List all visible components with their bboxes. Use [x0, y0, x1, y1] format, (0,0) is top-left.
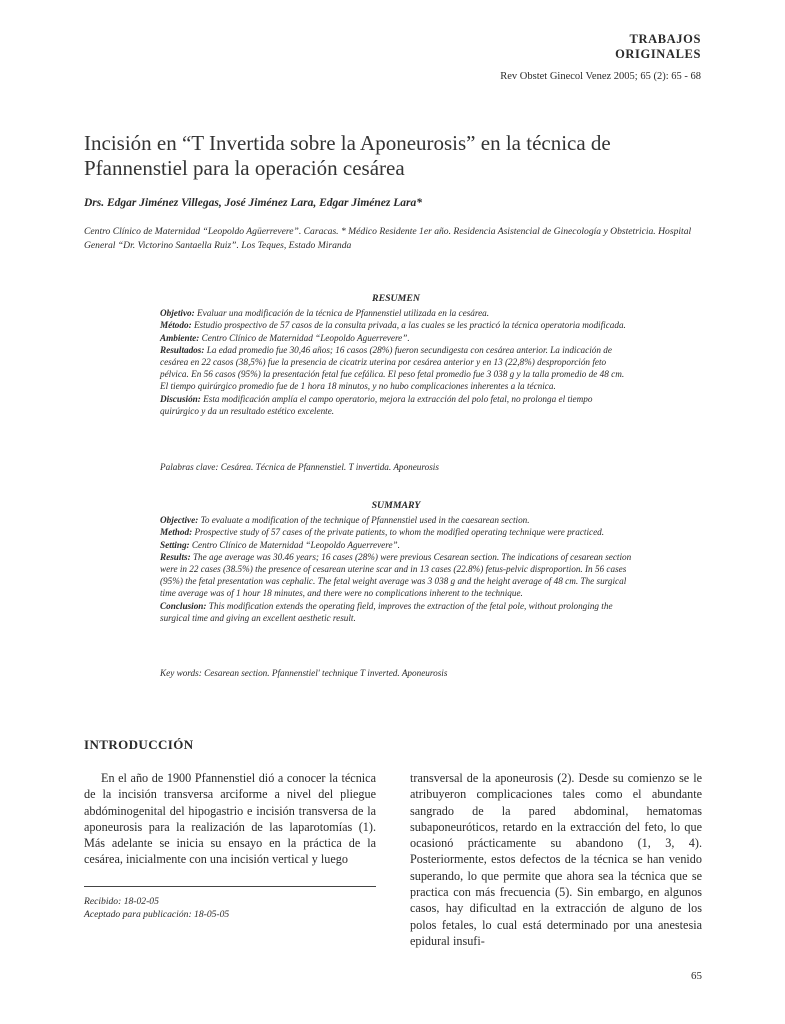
article-title: Incisión en “T Invertida sobre la Aponeurosis” en la técnica de Pfannenstiel para la operación cesárea: [84, 131, 611, 180]
summary-results: Results: The age average was 30.46 years; 16 cases (28%) were previous Cesarean section. The indications of cesarean section were in 22 cases (38.5%) the presence of cesarean uterine scar and in 13 cases (22.8%) fetus-pelvic disproportion. In 56 cases (95%) the fetal presentation was cephalic. The fetal weight average was 3 038 g and the height average of 48 cm. The surgical time average was of 1 hour 18 minutes, and there were no complications inherent to the technique.: [160, 551, 632, 599]
introduction-column-1: En el año de 1900 Pfannenstiel dió a conocer la técnica de la incisión transversa arciforme a nivel del pliegue abdóminogenital del hipogastrio e incisión transversa de la aponeurosis para la realización de las laparotomías (1). Más adelante se inicia su ensayo en la práctica de la cesárea, inicialmente con una incisión vertical y luego: [84, 771, 376, 867]
summary-method: Method: Prospective study of 57 cases of the private patients, to whom the modified operating technique were practiced.: [160, 527, 605, 538]
resumen-heading: RESUMEN: [372, 293, 420, 304]
resumen-metodo: Método: Estudio prospectivo de 57 casos de la consulta privada, a las cuales se les practicó la técnica operatoria modificada.: [160, 320, 626, 331]
summary-keywords: Key words: Cesarean section. Pfannenstiel' technique T inverted. Aponeurosis: [160, 668, 448, 678]
section-label: TRABAJOS ORIGINALES: [615, 32, 701, 61]
resumen-objetivo: Objetivo: Evaluar una modificación de la técnica de Pfannenstiel utilizada en la cesárea.: [160, 308, 490, 319]
resumen-discusion: Discusión: Esta modificación amplía el campo operatorio, mejora la extracción del polo fetal, no prolonga el tiempo quirúrgico y da un resultado estético excelente.: [160, 393, 593, 416]
resumen-resultados: Resultados: La edad promedio fue 30,46 años; 16 casos (28%) fueron secundigesta con cesárea anterior. La indicación de cesárea en 22 casos (38,5%) fue la presencia de cicatriz uterina por cesárea anterior y en 13 (22,8%) desproporción feto pélvica. En 56 casos (95%) la presentación fetal fue cefálica. El peso fetal promedio fue 3 038 g y la talla promedio de 48 cm. El tiempo quirúrgico promedio fue de 1 hora 18 minutos, y no hubo complicaciones inherentes a la técnica.: [160, 344, 625, 392]
summary-objective: Objective: To evaluate a modification of the technique of Pfannenstiel used in the caesarean section.: [160, 515, 530, 526]
received-date: Recibido: 18-02-05: [84, 896, 159, 907]
summary-heading: SUMMARY: [371, 500, 421, 511]
footnote-divider: [84, 886, 376, 887]
page-number: 65: [691, 970, 702, 982]
summary-conclusion: Conclusion: This modification extends the operating field, improves the extraction of the fetal pole, without prolonging the surgical time and giving an excellent aesthetic result.: [160, 600, 613, 623]
resumen-keywords: Palabras clave: Cesárea. Técnica de Pfannenstiel. T invertida. Aponeurosis: [160, 462, 439, 472]
introduction-column-2: transversal de la aponeurosis (2). Desde su comienzo se le atribuyeron complicaciones tales como el abundante sangrado de la pared abdominal, hematomas subaponeuróticos, retardo en la extracción del feto, lo que ocasionó prácticamente su abandono (1, 3, 4). Posteriormente, estos defectos de la técnica se han venido superando, lo que permite que ahora sea la técnica que se practica con más frecuencia (5). Sin embargo, en algunos casos, hay dificultad en la extracción de alguno de los polos fetales, lo cual está determinado por una anestesia epidural insufi-: [410, 771, 702, 948]
introduction-heading: INTRODUCCIÓN: [84, 737, 194, 752]
resumen-block: [160, 293, 632, 417]
summary-setting: Setting: Centro Clínico de Maternidad “Leopoldo Aguerrevere”.: [160, 539, 400, 550]
affiliation: Centro Clínico de Maternidad “Leopoldo Agüerrevere”. Caracas. * Médico Residente 1er año. Residencia Asistencial de Ginecología y Obstetricia. Hospital General “Dr. Victorino Santaella Ruiz”. Los Teques, Estado Miranda: [84, 226, 692, 251]
accepted-date: Aceptado para publicación: 18-05-05: [84, 909, 230, 921]
author-list: Drs. Edgar Jiménez Villegas, José Jiménez Lara, Edgar Jiménez Lara*: [84, 197, 422, 209]
journal-citation: Rev Obstet Ginecol Venez 2005; 65 (2): 65 - 68: [500, 71, 701, 82]
submission-dates: [84, 895, 376, 921]
summary-block: [160, 500, 632, 624]
resumen-ambiente: Ambiente: Centro Clínico de Maternidad “Leopoldo Aguerrevere”.: [160, 332, 410, 343]
